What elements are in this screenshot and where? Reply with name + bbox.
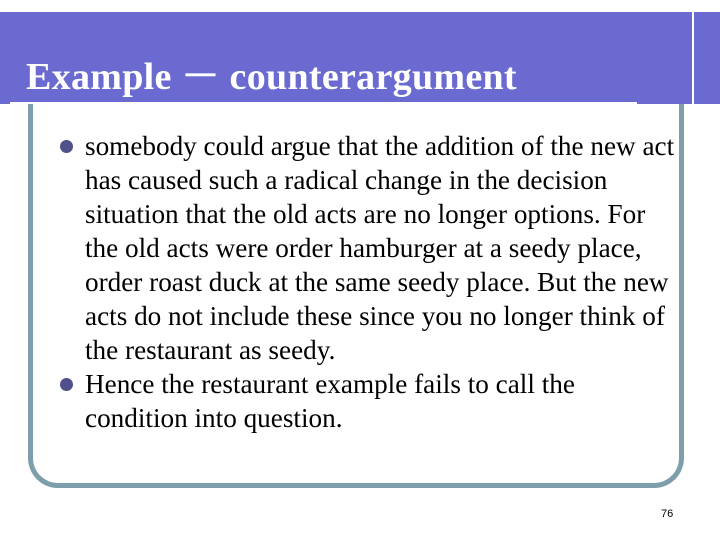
title-bar — [0, 12, 692, 104]
bullet-list — [60, 129, 675, 435]
bullet-text: Hence the restaurant example fails to call the condition into question. — [85, 369, 575, 433]
bullet-dot-icon — [60, 140, 73, 153]
bullet-dot-icon — [60, 378, 73, 391]
bullet-item — [60, 129, 675, 367]
title-bar-accent — [694, 12, 720, 104]
slide-title: Example － counterargument — [26, 56, 517, 98]
bullet-item — [60, 367, 675, 435]
bullet-text: somebody could argue that the addition of the new act has caused such a radical change in the decision situation that the old acts are no longer options. For the old acts were order hamburger at a seedy place, order roast duck at the same seedy place. But the new acts do not include these since you no longer think of the restaurant as seedy. — [85, 131, 675, 365]
page-number: 76 — [661, 508, 674, 520]
